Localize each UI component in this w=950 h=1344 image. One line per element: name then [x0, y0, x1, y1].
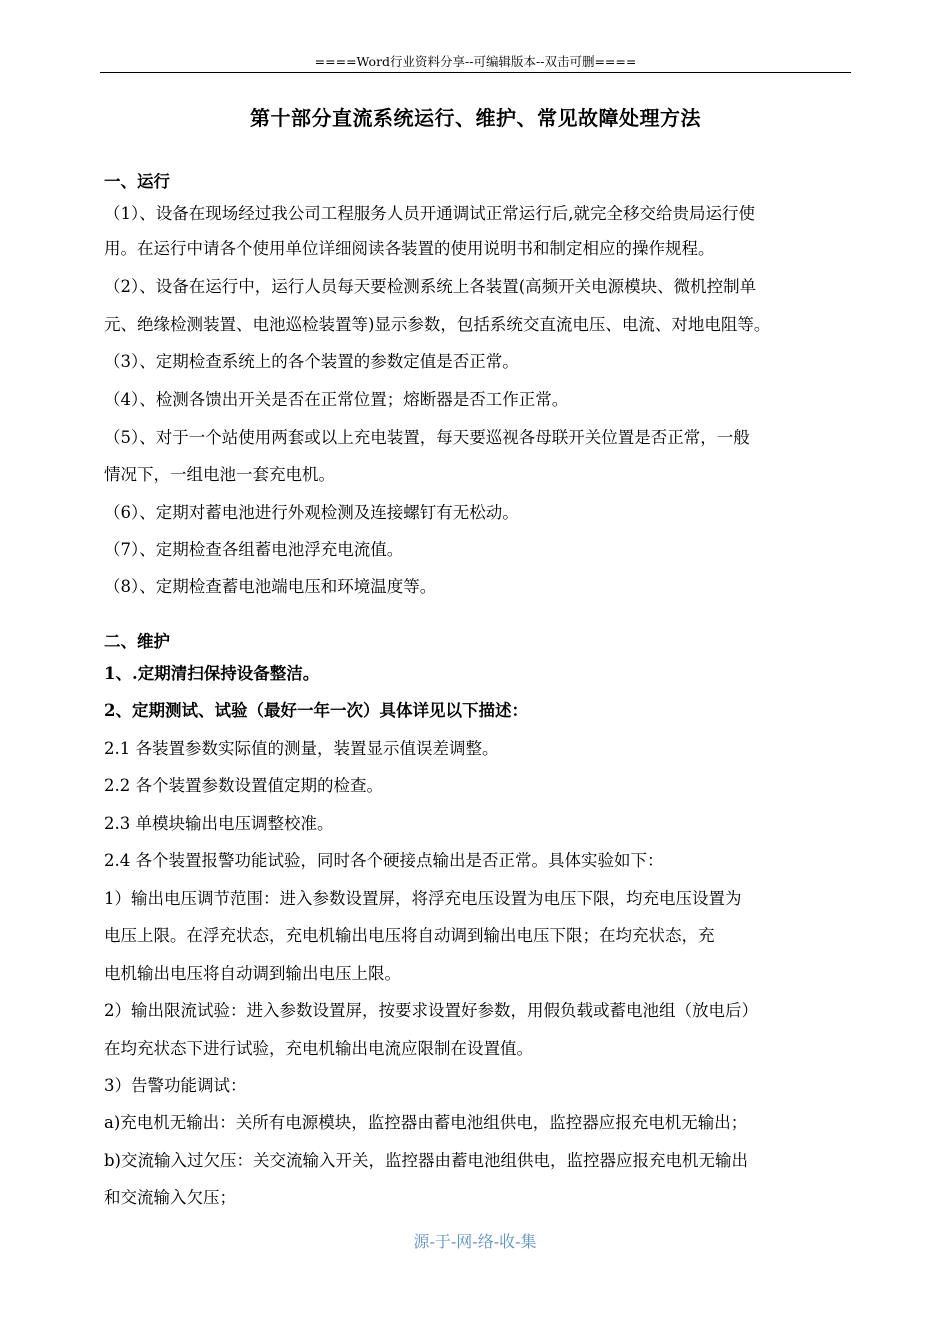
paragraph-line: （8）、定期检查蓄电池端电压和环境温度等。 — [104, 577, 437, 596]
paragraph-line: b)交流输入过欠压：关交流输入开关，监控器由蓄电池组供电，监控器应报充电机无输出 — [104, 1151, 748, 1170]
paragraph-line: a)充电机无输出：关所有电源模块，监控器由蓄电池组供电，监控器应报充电机无输出； — [104, 1113, 748, 1132]
section-heading-maintenance: 二、维护 — [104, 632, 170, 651]
paragraph-line: （3）、定期检查系统上的各个装置的参数定值是否正常。 — [104, 352, 519, 371]
paragraph-line: （5）、对于一个站使用两套或以上充电装置，每天要巡视各母联开关位置是否正常，一般 — [104, 428, 750, 447]
paragraph-line: 3）告警功能调试： — [104, 1076, 247, 1095]
paragraph-line: 2.1 各装置参数实际值的测量，装置显示值误差调整。 — [104, 739, 499, 758]
paragraph-line: 元、绝缘检测装置、电池巡检装置等)显示参数，包括系统交直流电压、电流、对地电阻等。 — [104, 315, 771, 334]
paragraph-line: （1）、设备在现场经过我公司工程服务人员开通调试正常运行后,就完全移交给贵局运行使 — [104, 204, 755, 223]
paragraph-line: 电机输出电压将自动调到输出电压上限。 — [104, 964, 401, 983]
page-header: ====Word行业资料分享--可编辑版本--双击可删==== — [100, 54, 851, 73]
paragraph-line: 1）输出电压调节范围：进入参数设置屏，将浮充电压设置为电压下限，均充电压设置为 — [104, 889, 742, 908]
paragraph-line: 情况下，一组电池一套充电机。 — [104, 465, 335, 484]
paragraph-line: （7）、定期检查各组蓄电池浮充电流值。 — [104, 540, 404, 559]
maintenance-item-2: 2、定期测试、试验（最好一年一次）具体详见以下描述： — [104, 701, 528, 720]
paragraph-line: 用。在运行中请各个使用单位详细阅读各装置的使用说明书和制定相应的操作规程。 — [104, 239, 715, 258]
paragraph-line: 2.2 各个装置参数设置值定期的检查。 — [104, 776, 383, 795]
document-title: 第十部分直流系统运行、维护、常见故障处理方法 — [250, 106, 701, 130]
paragraph-line: 在均充状态下进行试验，充电机输出电流应限制在设置值。 — [104, 1039, 533, 1058]
paragraph-line: （6）、定期对蓄电池进行外观检测及连接螺钉有无松动。 — [104, 503, 519, 522]
paragraph-line: 2）输出限流试验：进入参数设置屏，按要求设置好参数，用假负载或蓄电池组（放电后） — [104, 1001, 758, 1020]
paragraph-line: 2.4 各个装置报警功能试验，同时各个硬接点输出是否正常。具体实验如下： — [104, 851, 664, 870]
paragraph-line: 电压上限。在浮充状态，充电机输出电压将自动调到输出电压下限；在均充状态，充 — [104, 926, 715, 945]
page-footer: 源-于-网-络-收-集 — [413, 1232, 537, 1251]
paragraph-line: 2.3 单模块输出电压调整校准。 — [104, 814, 334, 833]
paragraph-line: （4）、检测各馈出开关是否在正常位置；熔断器是否工作正常。 — [104, 390, 569, 409]
section-heading-operation: 一、运行 — [104, 172, 170, 191]
paragraph-line: （2）、设备在运行中，运行人员每天要检测系统上各装置(高频开关电源模块、微机控制单 — [104, 277, 757, 296]
paragraph-line: 和交流输入欠压； — [104, 1188, 236, 1207]
maintenance-item-1: 1、.定期清扫保持设备整洁。 — [104, 664, 320, 683]
